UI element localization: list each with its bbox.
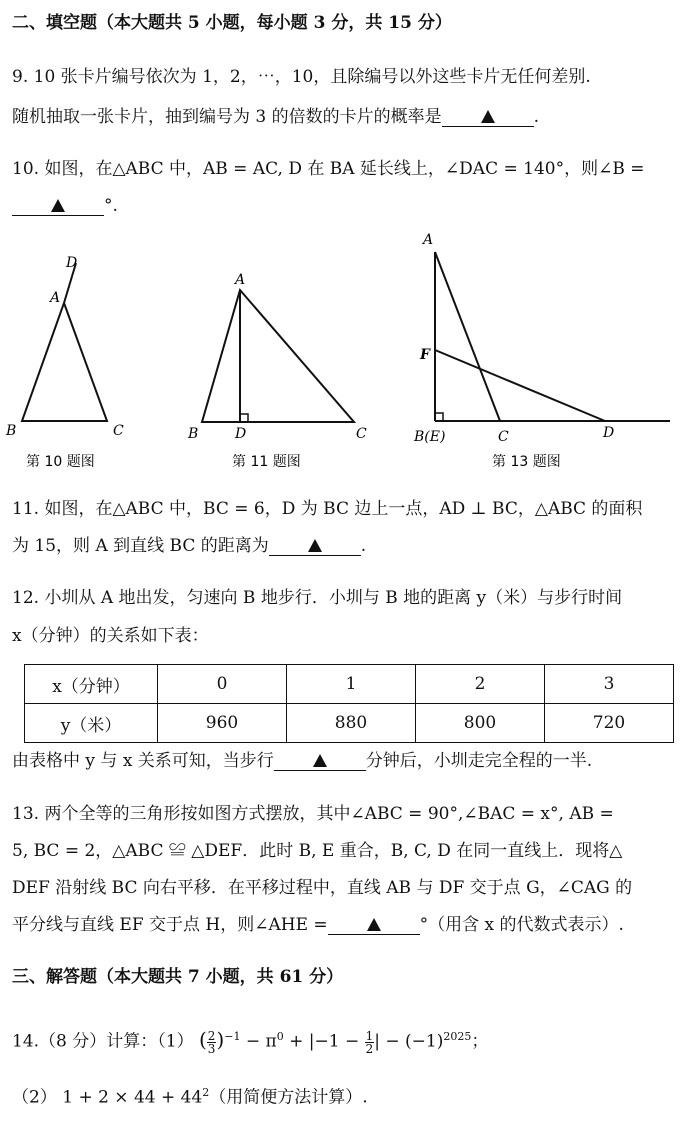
q14-part2-post: （用简便方法计算）. [209,1087,368,1108]
q14-part1: 14.（8 分）计算：（1） ( $\frac{2}{3}$ )$^{-1} - \pi^0 + |-1$ − $\frac{1}{2}$ | − $(-1)^{2025}$； [12,1027,489,1056]
q14-part2-exponent: 2 [202,1086,210,1099]
table-cell: 1 [287,665,416,704]
fig11-right-angle [240,414,248,422]
q12-after-pre: 由表格中 y 与 x 关系可知，当步行 [12,751,274,771]
fig13-label-f: F [420,347,430,363]
q10-line2 [12,195,118,217]
q11-answer-blank[interactable] [269,535,361,556]
fraction-denominator: 2 [365,1041,374,1056]
fig10-label-a: A [50,290,61,306]
q12-after-post: 分钟后，小圳走完全程的一半. [365,751,593,771]
fig13-label-c: C [498,429,509,445]
fig11-label-d: D [235,426,247,442]
q14-abs-post: | − (−1) [374,1031,444,1052]
table-row [25,704,674,743]
table-cell: y（米） [25,704,158,743]
answer-triangle-icon [481,110,495,123]
fig13-label-d: D [603,425,615,441]
q13-answer-blank[interactable] [328,914,420,935]
fig10-caption: 第 10 题图 [26,454,95,470]
q13-text: 平分线与直线 EF 交于点 H，则∠AHE = [12,915,328,935]
q13-line2: 5, BC = 2，△ABC ≌ △DEF．此时 B, E 重合，B, C, D 在同一直线上．现将△ [12,841,623,861]
q10-answer-blank[interactable] [12,195,104,216]
q12-table [24,664,674,743]
q14-label: 14.（8 分）计算：（1） [12,1031,194,1052]
q14-pi: − π [240,1031,277,1052]
q14-part2-pre: （2） 1 + 2 × 44 + 44 [12,1087,203,1108]
q12-line2: x（分钟）的关系如下表： [12,626,209,646]
answer-triangle-icon [51,199,65,212]
q14-exponent-1: −1 [224,1030,241,1043]
fig10-label-b: B [6,423,17,439]
fraction-denominator: 3 [207,1041,216,1056]
q9-text: 随机抽取一张卡片，抽到编号为 3 的倍数的卡片的概率是 [12,107,442,127]
q12-line1: 12. 小圳从 A 地出发，匀速向 B 地步行．小圳与 B 地的距离 y（米）与步行时间 [12,588,623,608]
q11-end: . [360,536,367,556]
q11-text: 为 15，则 A 到直线 BC 的距离为 [12,536,269,556]
table-cell: 880 [287,704,416,743]
q11-line1: 11. 如图，在△ABC 中，BC = 6，D 为 BC 边上一点，AD ⊥ BC，△ABC 的面积 [12,499,643,519]
section-title-answer: 三、解答题（本大题共 7 小题，共 61 分） [12,967,344,987]
table-cell: 3 [545,665,674,704]
fig13-caption: 第 13 题图 [492,454,561,470]
q14-abs-pre: + |−1 − [283,1031,365,1052]
table-cell: 960 [158,704,287,743]
figure-11 [180,260,380,475]
table-cell: 800 [416,704,545,743]
q12-after [12,750,592,772]
table-cell: 720 [545,704,674,743]
q13-line3: DEF 沿射线 BC 向右平移．在平移过程中，直线 AB 与 DF 交于点 G，∠CAG 的 [12,878,633,898]
fig10-label-c: C [113,423,124,439]
q10-end: °. [104,196,118,216]
fig13-label-a: A [423,232,434,248]
answer-triangle-icon [308,539,322,552]
q13-line1: 13. 两个全等的三角形按如图方式摆放，其中∠ABC = 90°,∠BAC = x°, AB = [12,804,614,824]
q13-end: °（用含 x 的代数式表示）. [419,915,624,935]
fig13-label-be: B(E) [414,429,446,445]
fig13-fd [435,350,605,421]
fig10-label-d: D [66,255,78,271]
fraction-numerator: 2 [207,1028,216,1043]
q14-fraction [207,1030,217,1055]
fig11-label-c: C [356,426,367,442]
answer-triangle-icon [313,754,327,767]
q9-line1: 9. 10 张卡片编号依次为 1，2，⋯，10，且除编号以外这些卡片无任何差别. [12,67,591,87]
fig11-triangle [202,290,354,422]
q12-answer-blank[interactable] [274,750,366,771]
fig13-ac [435,252,500,421]
fig11-caption: 第 11 题图 [232,454,301,470]
q9-line2 [12,106,539,128]
q14-part2 [12,1082,368,1109]
figure-10 [0,235,150,475]
q14-abs-fraction [365,1030,375,1055]
q14-exponent-2: 0 [276,1030,284,1043]
table-row [25,665,674,704]
fig11-label-a: A [235,272,246,288]
q9-end: . [533,107,540,127]
q9-answer-blank[interactable] [442,106,534,127]
q14-exponent-3: 2025 [443,1030,472,1043]
table-cell: x（分钟） [25,665,158,704]
q14-tail: ； [471,1031,489,1052]
figure-13 [410,222,690,475]
fig11-label-b: B [188,426,199,442]
q10-line1: 10. 如图，在△ABC 中，AB = AC, D 在 BA 延长线上，∠DAC = 140°，则∠B = [12,159,645,179]
q11-line2 [12,535,366,557]
fig13-right-angle [435,413,443,421]
section-title-fill-in: 二、填空题（本大题共 5 小题，每小题 3 分，共 15 分） [12,13,452,33]
table-cell: 0 [158,665,287,704]
answer-triangle-icon [367,918,381,931]
fraction-numerator: 1 [365,1028,374,1043]
q13-line4 [12,914,624,936]
table-cell: 2 [416,665,545,704]
fig10-triangle [22,263,107,421]
